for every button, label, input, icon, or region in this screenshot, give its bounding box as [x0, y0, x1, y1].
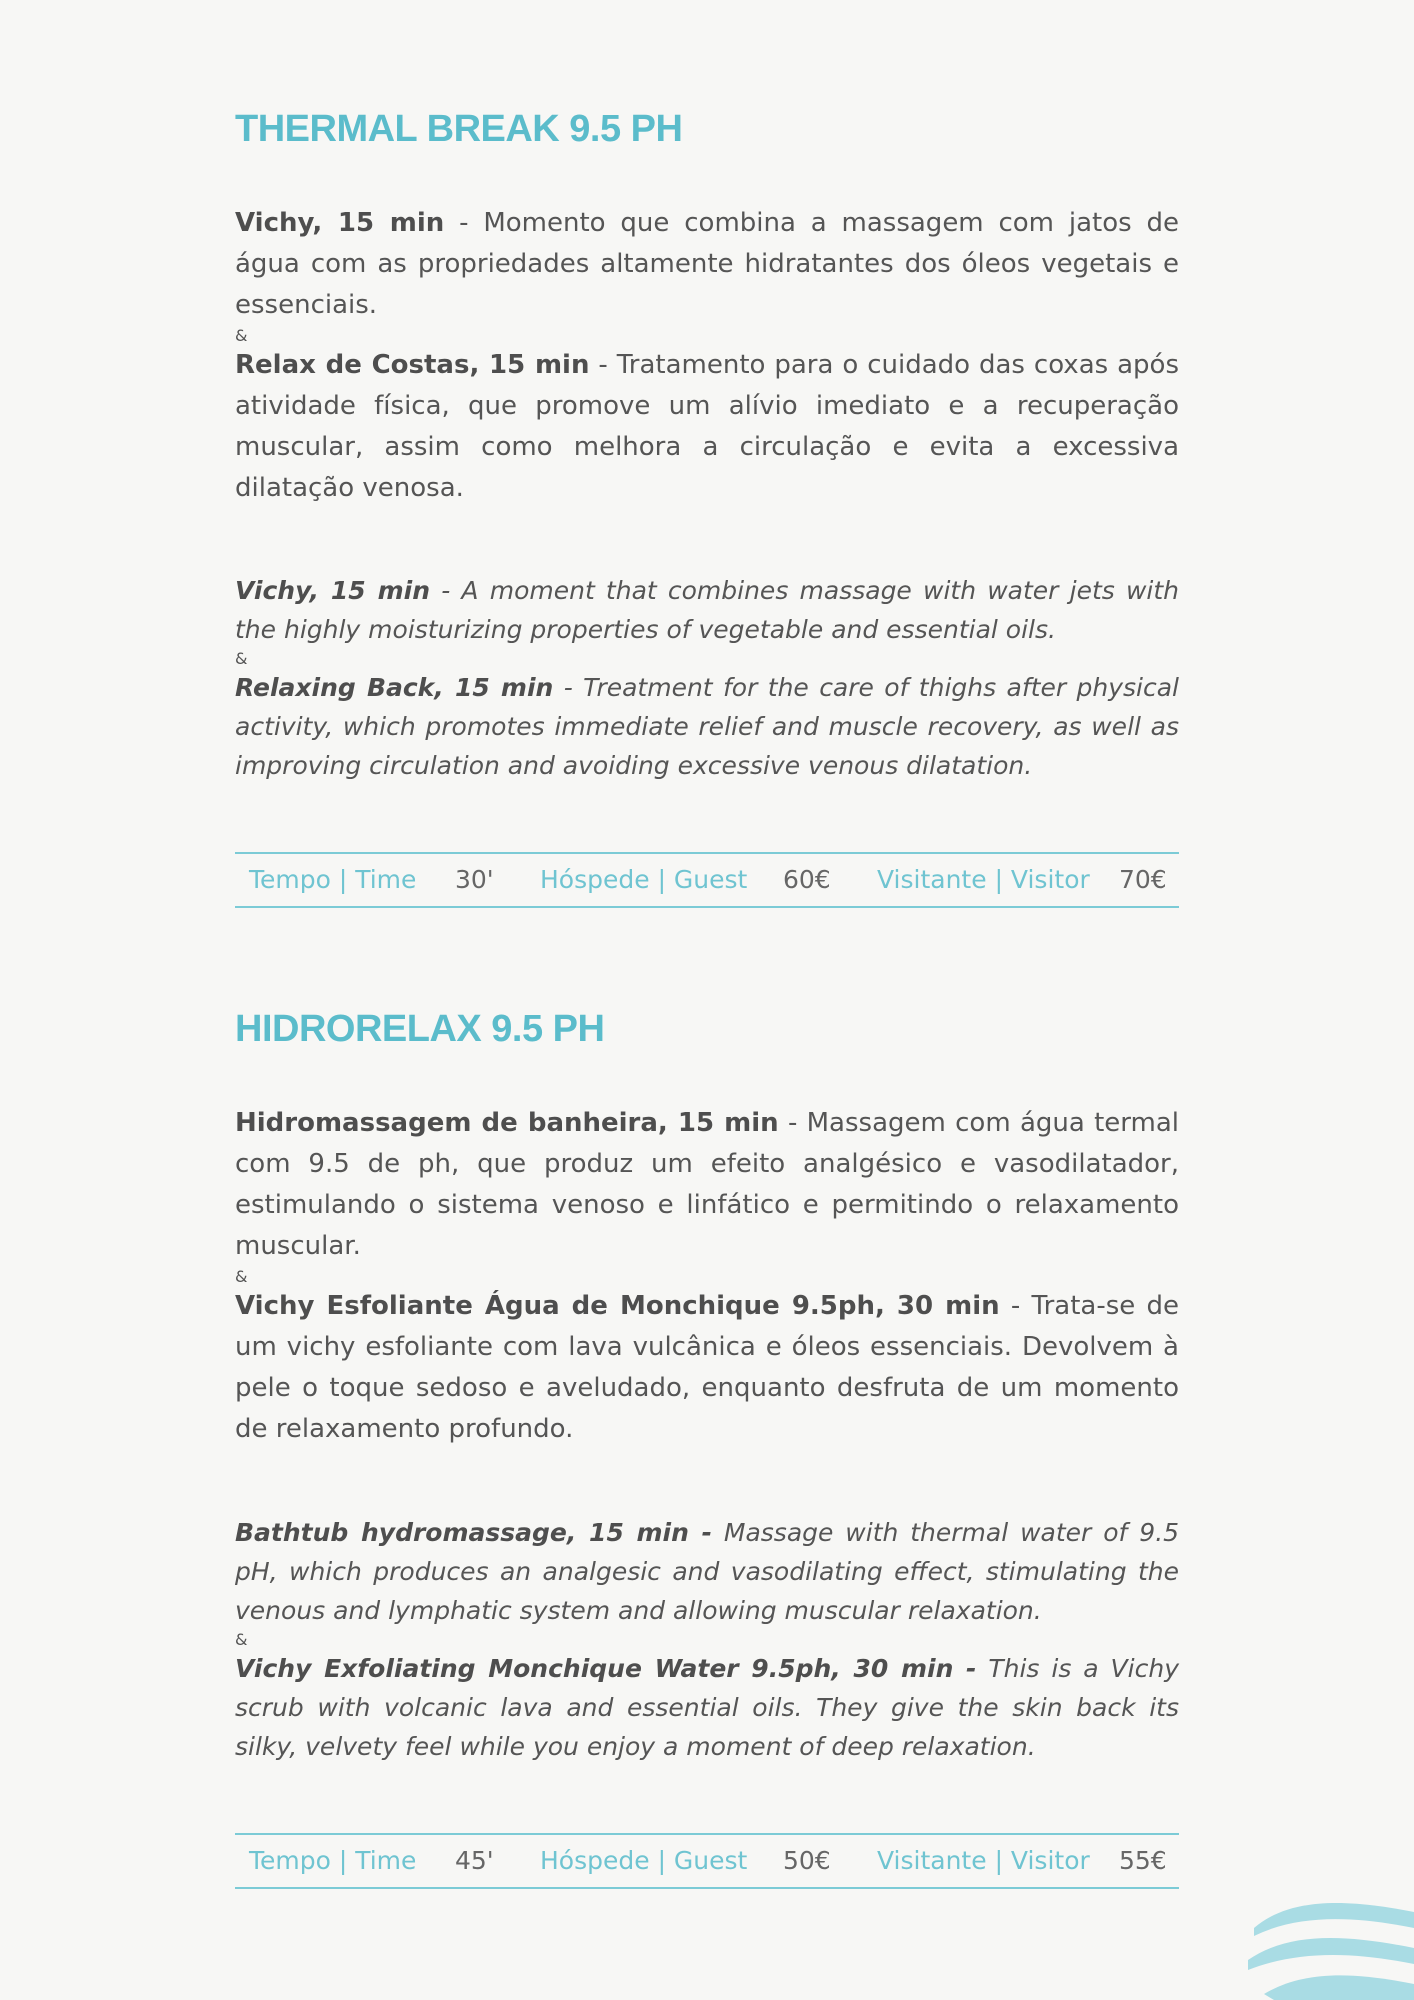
treatment-paragraph	[235, 1649, 1179, 1766]
description-en	[235, 571, 1179, 785]
time-label: Tempo | Time	[249, 865, 417, 894]
ampersand: &	[235, 1267, 248, 1286]
guest-price: 50€	[783, 1846, 831, 1875]
treatment-description: - Momento que combina a massagem com jatos de água com as propriedades altamente hidratantes dos óleos vegetais e essenciais.	[235, 208, 1179, 320]
visitor-label: Visitante | Visitor	[877, 865, 1090, 894]
treatment-description: - Trata-se de um vichy esfoliante com lava vulcânica e óleos essenciais. Devolvem à pele o toque sedoso e aveludado, enquanto desfruta de um momento de relaxamento profundo.	[235, 1291, 1179, 1444]
treatment-name: Vichy, 15 min	[235, 208, 445, 238]
treatment-paragraph	[235, 345, 1179, 509]
guest-label: Hóspede | Guest	[540, 1846, 748, 1875]
treatment-description: Massage with thermal water of 9.5 pH, which produces an analgesic and vasodilating effect, stimulating the venous and lymphatic system and allowing muscular relaxation.	[235, 1518, 1179, 1625]
ampersand: &	[235, 1630, 248, 1649]
price-bar	[235, 1833, 1179, 1889]
treatment-description: - Massagem com água termal com 9.5 de ph, que produz um efeito analgésico e vasodilatador, estimulando o sistema venoso e linfático e permitindo o relaxamento muscular.	[235, 1108, 1179, 1261]
description-en	[235, 1513, 1179, 1766]
section-title-thermal-break: THERMAL BREAK 9.5 PH	[235, 108, 683, 150]
description-pt	[235, 203, 1179, 509]
treatment-name: Relax de Costas, 15 min	[235, 350, 590, 380]
time-value: 45'	[455, 1846, 494, 1875]
treatment-paragraph	[235, 668, 1179, 785]
section-title-hidrorelax: HIDRORELAX 9.5 PH	[235, 1008, 605, 1050]
treatment-description: - Tratamento para o cuidado das coxas após atividade física, que promove um alívio imediato e a recuperação muscular, assim como melhora a circulação e evita a excessiva dilatação venosa.	[235, 350, 1179, 503]
time-label: Tempo | Time	[249, 1846, 417, 1875]
visitor-label: Visitante | Visitor	[877, 1846, 1090, 1875]
visitor-price: 55€	[1119, 1846, 1167, 1875]
treatment-name: Vichy Exfoliating Monchique Water 9.5ph, 30 min -	[235, 1654, 977, 1683]
visitor-price: 70€	[1119, 865, 1167, 894]
time-value: 30'	[455, 865, 494, 894]
treatment-paragraph	[235, 1286, 1179, 1450]
treatment-name: Relaxing Back, 15 min	[235, 673, 554, 702]
treatment-paragraph	[235, 1513, 1179, 1630]
price-bar	[235, 852, 1179, 908]
guest-price: 60€	[783, 865, 831, 894]
ampersand: &	[235, 326, 248, 345]
treatment-paragraph	[235, 571, 1179, 649]
treatment-description: - Treatment for the care of thighs after physical activity, which promotes immediate relief and muscle recovery, as well as improving circulation and avoiding excessive venous dilatation.	[235, 673, 1179, 780]
treatment-name: Hidromassagem de banheira, 15 min	[235, 1108, 779, 1138]
treatment-name: Vichy, 15 min	[235, 576, 431, 605]
treatment-description: - A moment that combines massage with water jets with the highly moisturizing properties of vegetable and essential oils.	[235, 576, 1180, 644]
treatment-paragraph	[235, 203, 1179, 326]
treatment-description: This is a Vichy scrub with volcanic lava and essential oils. They give the skin back its silky, velvety feel while you enjoy a moment of deep relaxation.	[235, 1654, 1179, 1761]
guest-label: Hóspede | Guest	[540, 865, 748, 894]
description-pt	[235, 1103, 1179, 1450]
ampersand: &	[235, 649, 248, 668]
treatment-paragraph	[235, 1103, 1179, 1267]
wave-decoration-icon	[1234, 1890, 1414, 2000]
treatment-name: Vichy Esfoliante Água de Monchique 9.5ph, 30 min	[235, 1291, 1000, 1321]
treatment-name: Bathtub hydromassage, 15 min -	[235, 1518, 712, 1547]
